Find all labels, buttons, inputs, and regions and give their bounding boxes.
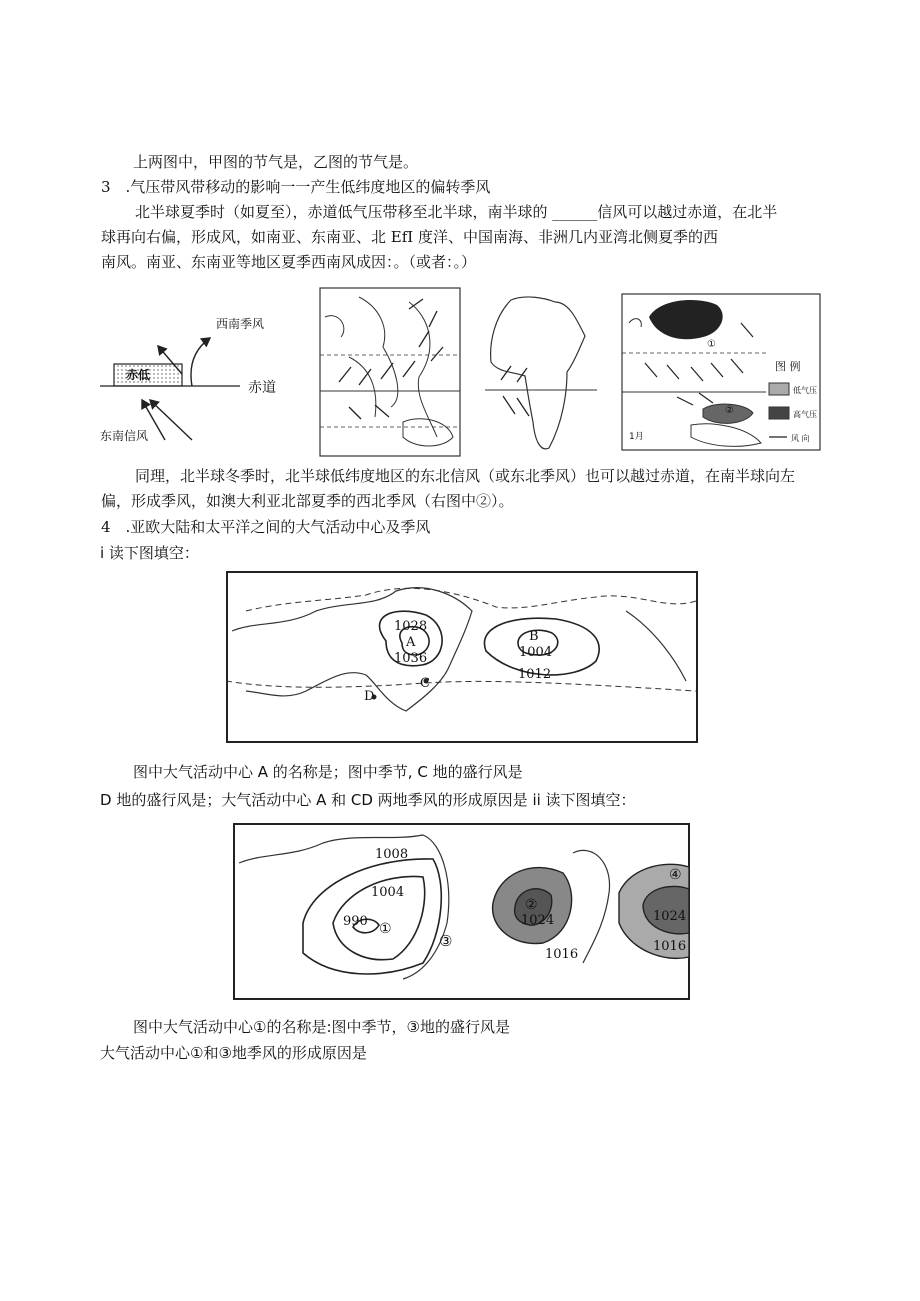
question-ii-text-1: 图中大气活动中心①的名称是:图中季节，③地的盛行风是 bbox=[133, 1018, 510, 1036]
isobar-label: 1012 bbox=[518, 667, 552, 682]
pressure-center-b: B bbox=[529, 629, 539, 644]
southeast-trade-label: 东南信风 bbox=[100, 429, 149, 443]
text-line-1: 上两图中，甲图的节气是，乙图的节气是。 bbox=[133, 153, 419, 171]
isobar-label: 1016 bbox=[653, 939, 687, 954]
marker-1: ① bbox=[707, 339, 716, 350]
trade-wind-arrow bbox=[150, 400, 192, 440]
legend-title: 图 例 bbox=[775, 360, 801, 373]
pressure-centers-map-1 bbox=[226, 571, 698, 743]
question-i-text-2: D 地的盛行风是；大气活动中心 A 和 CD 两地季风的形成原因是 ii 读下图填空： bbox=[100, 791, 636, 809]
southwest-monsoon-arrow bbox=[191, 338, 210, 386]
isobar-label: 1004 bbox=[519, 645, 553, 660]
africa-wind-map-figure bbox=[485, 292, 597, 460]
location-c: C bbox=[420, 676, 430, 691]
isobar-label: 1008 bbox=[375, 847, 409, 862]
text-line-4: 球再向右偏，形成风，如南亚、东南亚、北 EfI 度洋、中国南海、非洲几内亚湾北侧夏季的西 bbox=[101, 228, 718, 246]
southwest-monsoon-label: 西南季风 bbox=[216, 317, 265, 331]
isobar-label: 1004 bbox=[371, 885, 405, 900]
marker-4: ④ bbox=[669, 867, 682, 883]
marker-3: ③ bbox=[439, 932, 453, 950]
isobar-label: 990 bbox=[343, 914, 368, 929]
legend-high-pressure: 高气压 bbox=[793, 410, 817, 419]
low-pressure-label: 赤低 bbox=[126, 368, 151, 382]
month-label: 1月 bbox=[629, 432, 644, 442]
question-i-text-1: 图中大气活动中心 A 的名称是；图中季节, C 地的盛行风是 bbox=[133, 763, 523, 781]
isobar-label: 1024 bbox=[653, 909, 687, 924]
pressure-center-a: A bbox=[406, 635, 416, 650]
question-i-label: i 读下图填空： bbox=[100, 544, 199, 562]
january-pressure-map-figure bbox=[621, 293, 821, 451]
isobar-label: 1016 bbox=[545, 947, 579, 962]
isobar-label: 1028 bbox=[394, 619, 428, 634]
text-line-5: 南风。南亚、东南亚等地区夏季西南风成因：。（或者：。） bbox=[101, 253, 477, 271]
marker-1: ① bbox=[379, 921, 392, 937]
equator-label: 赤道 bbox=[248, 380, 276, 396]
legend-wind-direction: 风 向 bbox=[791, 434, 810, 443]
monsoon-schematic-figure bbox=[100, 308, 300, 448]
isobar-label: 1024 bbox=[521, 913, 555, 928]
location-d: D bbox=[364, 689, 375, 704]
asia-wind-map-figure bbox=[319, 287, 461, 457]
legend-low-pressure: 低气压 bbox=[793, 386, 817, 395]
pressure-centers-map-2 bbox=[233, 823, 690, 1000]
question-ii-text-2: 大气活动中心①和③地季风的形成原因是 bbox=[100, 1044, 367, 1062]
isobar-label: 1036 bbox=[394, 651, 428, 666]
section-4-heading: 4 .亚欧大陆和太平洋之间的大气活动中心及季风 bbox=[101, 518, 431, 536]
marker-2: ② bbox=[725, 405, 734, 416]
marker-2: ② bbox=[525, 897, 538, 913]
section-3-heading: 3 .气压带风带移动的影响一一产生低纬度地区的偏转季风 bbox=[101, 178, 491, 196]
text-line-7: 偏，形成季风，如澳大利亚北部夏季的西北季风（右图中②）。 bbox=[101, 492, 514, 510]
text-line-3: 北半球夏季时（如夏至），赤道低气压带移至北半球，南半球的 ______信风可以越过赤道，在北半 bbox=[135, 203, 778, 221]
text-line-6: 同理，北半球冬季时，北半球低纬度地区的东北信风（或东北季风）也可以越过赤道，在南半球向左 bbox=[135, 467, 796, 485]
